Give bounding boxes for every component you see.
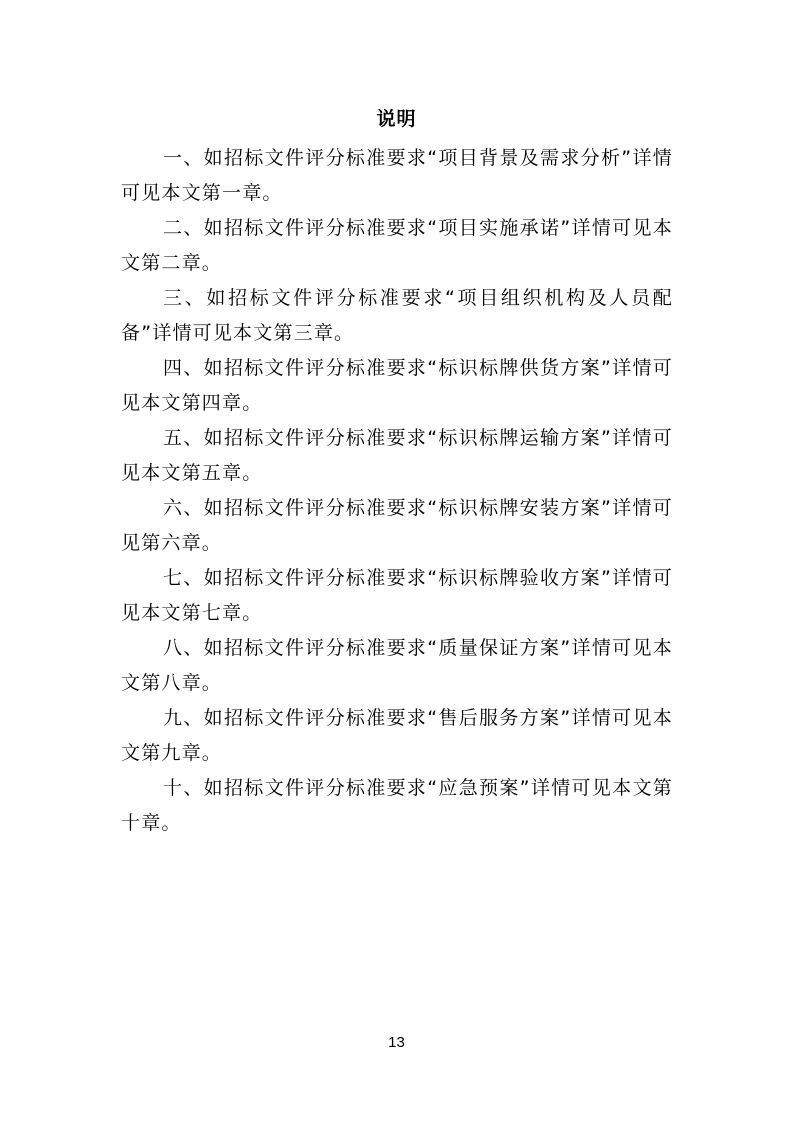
paragraph-4: 四、如招标文件评分标准要求“标识标牌供货方案”详情可见本文第四章。 <box>121 357 673 414</box>
paragraph-3: 三、如招标文件评分标准要求“项目组织机构及人员配备”详情可见本文第三章。 <box>121 287 673 344</box>
paragraph-2: 二、如招标文件评分标准要求“项目实施承诺”详情可见本文第二章。 <box>121 217 673 274</box>
paragraph-8: 八、如招标文件评分标准要求“质量保证方案”详情可见本文第八章。 <box>121 637 673 694</box>
page-number: 13 <box>388 1034 405 1051</box>
paragraph-6: 六、如招标文件评分标准要求“标识标牌安装方案”详情可见第六章。 <box>121 497 673 554</box>
paragraph-10: 十、如招标文件评分标准要求“应急预案”详情可见本文第十章。 <box>121 777 673 834</box>
paragraph-7: 七、如招标文件评分标准要求“标识标牌验收方案”详情可见本文第七章。 <box>121 567 673 624</box>
document-body <box>121 141 673 841</box>
paragraph-5: 五、如招标文件评分标准要求“标识标牌运输方案”详情可见本文第五章。 <box>121 427 673 484</box>
paragraph-1: 一、如招标文件评分标准要求“项目背景及需求分析”详情可见本文第一章。 <box>121 147 673 204</box>
page-title: 说明 <box>376 108 417 130</box>
paragraph-9: 九、如招标文件评分标准要求“售后服务方案”详情可见本文第九章。 <box>121 707 673 764</box>
